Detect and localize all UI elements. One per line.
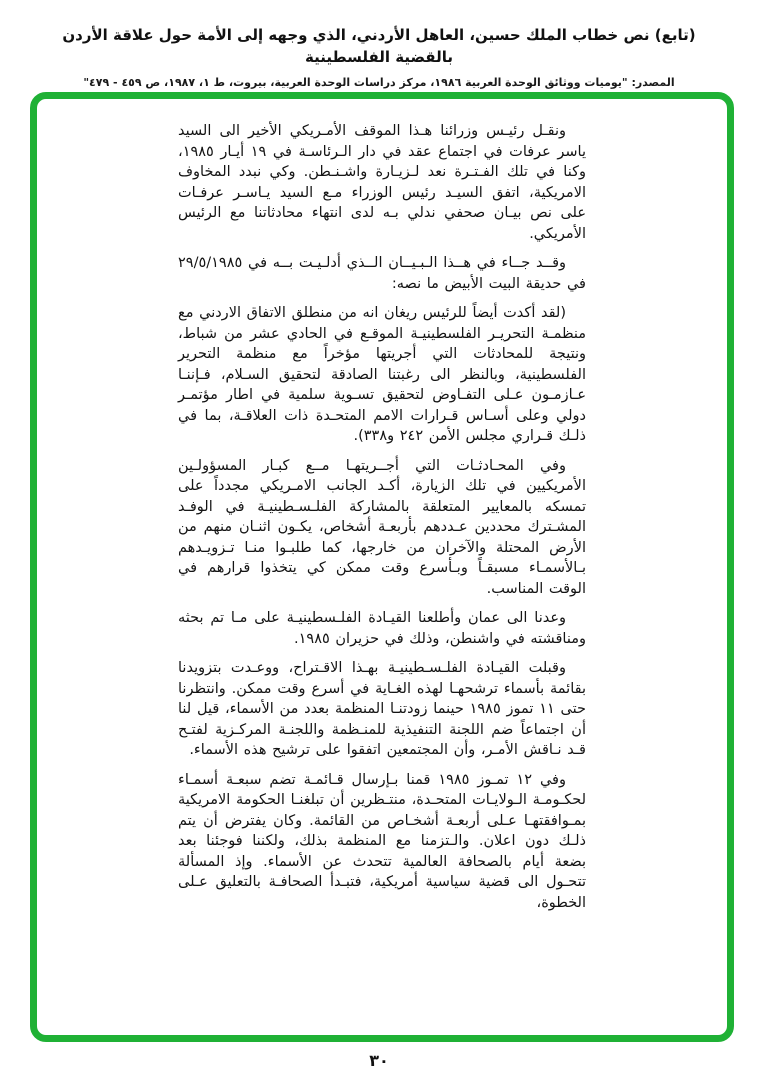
document-source: المصدر: "يوميات ووثائق الوحدة العربية ١٩٨٦، مركز دراسات الوحدة العربية، بيروت، ط ١، ١٩٨٧، ص ٤٥٩ - ٤٧٩" <box>83 76 675 89</box>
paragraph-5: وعدنا الى عمان وأطلعنا القيـادة الفلـسطينيـة على مـا تم بحثه ومناقشته في واشنطن، وذلك في حزيران ١٩٨٥. <box>178 610 586 647</box>
green-frame-border <box>30 92 734 1042</box>
page-header <box>0 24 758 89</box>
document-title: (تابع) نص خطاب الملك حسين، العاهل الأردني، الذي وجهه إلى الأمة حول علاقة الأردن بالقضية الفلسطينية <box>62 26 696 66</box>
paragraph-4: وفي المحـادثـات التي أجــريتهـا مــع كبـار المسؤولـين الأمريكيين في تلك الزيارة، أكـد الجانب الامـريكي مجدداً على تمسكه بالمعايير المتعلقة بالمشاركة الفلـسـطينيـة في الوفـد المشـترك محددين عـددهم بأربعـة أشخاص، يكـون اثنـان منهم من الأرض المحتلة والآخران من خارجها، كما طلبـوا منـا تـزويـدهم بـالأسمـاء مسبقـاً وبـأسرع وقت ممكن كي يتخذوا قرارهم في الوقت المناسب. <box>178 457 586 597</box>
paragraph-1: ونقـل رئيـس وزرائنا هـذا الموقف الأمـريكي الأخير الى السيد ياسر عرفات في اجتماع عقد في دار الـرئاسـة في ١٩ أيـار ١٩٨٥، وكنا في تلك الفـتـرة نعد لـزيـارة واشـنـطن. وكي نبدد المخاوف الامريكية، اتفق السيـد رئيس الوزراء مـع السيد يـاسـر عرفـات على نص بيـان صحفي ندلي بـه لدى انتهاء محادثاتنا مع الرئيس الأمريكي. <box>178 123 587 242</box>
paragraph-7: وفي ١٢ تمـوز ١٩٨٥ قمنا بـإرسال قـائمـة تضم سبعـة أسمـاء لحكـومـة الـولايـات المتحـدة، منتـظرين أن تبلغنـا الحكومة الامريكية بمـوافقتهـا عـلى أربعـة أشخـاص من القائمة. وكان يفترض أن يتم ذلـك دون اعلان. والـتزمنا مع المنظمة بذلك، ولكننا فوجئنا بعد بضعة أيام بالصحافة العالمية تتحدث عن الأسماء. وإذ المسألة تتحـول الى قضية سياسية أمريكية، فتبـدأ الصحافـة بالتعليق عـلى الخطوة، <box>178 771 586 911</box>
body-text-column <box>178 99 586 913</box>
page-number: ٣٠ <box>369 1051 389 1070</box>
paragraph-6: وقبلت القيـادة الفلـسـطينيـة بهـذا الاقـتراح، ووعـدت بتزويدنا بقائمة بأسماء ترشحهـا لهذه الغـاية في أسرع وقت ممكن. وانتظرنا حتى ١١ تموز ١٩٨٥ حينما زودتنـا المنظمة بعدد من الأسماء، قيل لنا أن اجتماعاً ضم اللجنة التنفيذية للمنـظمة واللجنـة المركـزية لفتـح قـد نـاقش الأمـر، وأن المجتمعين اتفقوا على ترشيح هذه الأسماء. <box>178 660 586 758</box>
paragraph-2: وقــد جــاء في هــذا الـبـيــان الــذي أدلـيـت بــه في ٢٩/٥/١٩٨٥ في حديقة البيت الأبيض ما نصه: <box>178 255 586 292</box>
paragraph-3: (لقد أكدت أيضاً للرئيس ريغان انه من منطلق الاتفاق الاردني مع منظمـة التحريـر الفلسطينيـة الموقـع في الحادي عشر من شباط، ونتيجة للمحادثات التي أجريتها مؤخراً مع منظمة التحرير الفلسطينية، وبالنظر الى رغبتنا الصادقة لتحقيق السـلام، فـإننـا عـازمـون عـلى التفـاوض لتحقيق تسـوية سلمية في اطار مؤتمـر دولي وعلى أسـاس قـرارات الامم المتحـدة ذات العلاقـة، بما في ذلـك قـراري مجلس الأمن ٢٤٢ و٣٣٨). <box>178 305 586 444</box>
